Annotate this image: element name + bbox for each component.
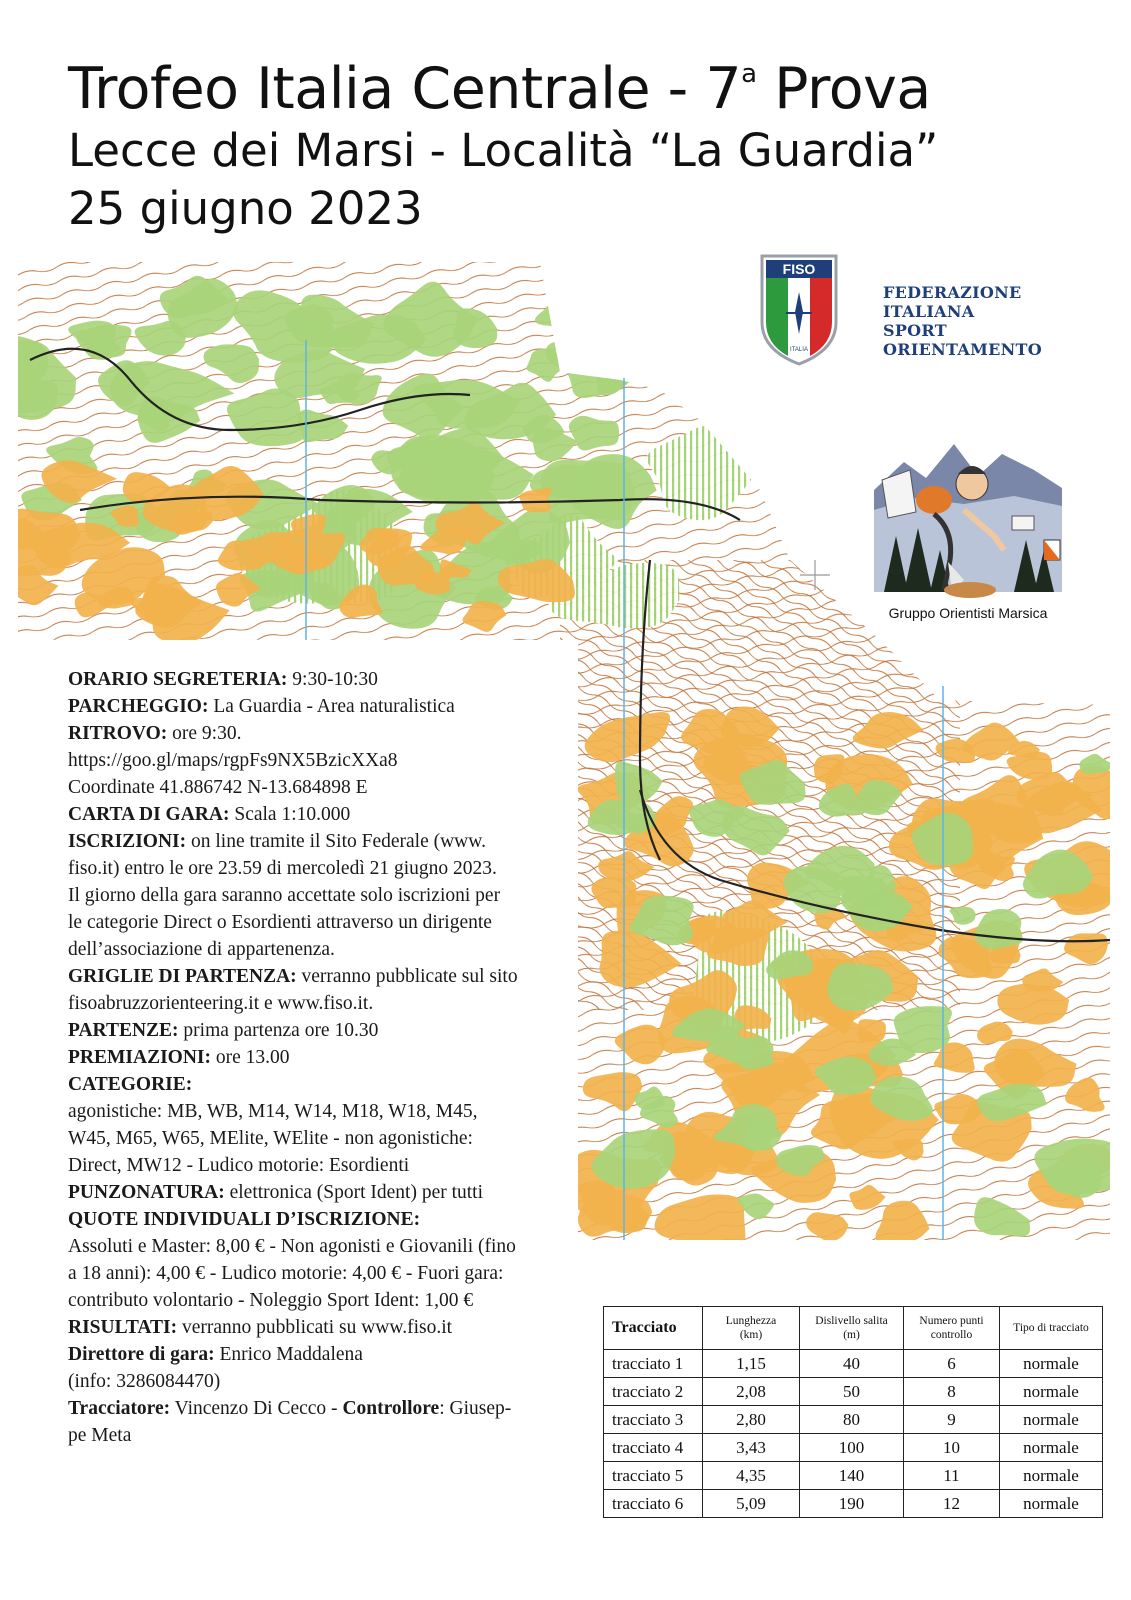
info-carta: CARTA DI GARA: Scala 1:10.000 bbox=[68, 804, 351, 825]
page-subtitle: Lecce dei Marsi - Località “La Guardia” bbox=[68, 124, 939, 177]
courses-table-wrap bbox=[603, 1306, 1103, 1518]
table-cell: 11 bbox=[904, 1462, 1000, 1490]
quote-line: contributo volontario - Noleggio Sport Ident: 1,00 € bbox=[68, 1290, 474, 1311]
table-row bbox=[604, 1350, 1103, 1378]
info-parcheggio: PARCHEGGIO: La Guardia - Area naturalistica bbox=[68, 696, 455, 717]
table-cell: tracciato 3 bbox=[604, 1406, 703, 1434]
map-forest-area bbox=[541, 460, 635, 524]
table-cell: tracciato 1 bbox=[604, 1350, 703, 1378]
title-block bbox=[68, 56, 938, 238]
column-header: Numero punti controllo bbox=[904, 1307, 1000, 1350]
club-logo bbox=[874, 440, 1062, 602]
table-cell: normale bbox=[1000, 1434, 1103, 1462]
quote-line: Assoluti e Master: 8,00 € - Non agonisti e Giovanili (fino bbox=[68, 1236, 516, 1257]
table-cell: 8 bbox=[904, 1378, 1000, 1406]
info-iscrizioni: ISCRIZIONI: on line tramite il Sito Federale (www. bbox=[68, 831, 486, 852]
table-cell: 4,35 bbox=[703, 1462, 800, 1490]
direttore-contact: (info: 3286084470) bbox=[68, 1371, 221, 1392]
info-partenze: PARTENZE: prima partenza ore 10.30 bbox=[68, 1020, 379, 1041]
iscrizioni-line: Il giorno della gara saranno accettate solo iscrizioni per bbox=[68, 885, 501, 906]
map-forest-area bbox=[535, 283, 641, 331]
table-cell: 1,15 bbox=[703, 1350, 800, 1378]
table-cell: 100 bbox=[800, 1434, 904, 1462]
page-title: Trofeo Italia Centrale - 7$^a$ Prova bbox=[68, 56, 931, 122]
table-cell: 80 bbox=[800, 1406, 904, 1434]
table-row bbox=[604, 1406, 1103, 1434]
table-cell: 9 bbox=[904, 1406, 1000, 1434]
categorie-line: Direct, MW12 - Ludico motorie: Esordienti bbox=[68, 1155, 410, 1176]
table-row bbox=[604, 1490, 1103, 1518]
fiso-name: FEDERAZIONE ITALIANA SPORT ORIENTAMENTO bbox=[883, 283, 1042, 359]
table-cell: 10 bbox=[904, 1434, 1000, 1462]
club-name: Gruppo Orientisti Marsica bbox=[888, 605, 1048, 621]
table-cell: 6 bbox=[904, 1350, 1000, 1378]
table-row bbox=[604, 1434, 1103, 1462]
courses-table bbox=[603, 1306, 1103, 1518]
info-tracciatore: Tracciatore: Vincenzo Di Cecco - Controllore: Giusep- bbox=[68, 1398, 512, 1419]
table-cell: normale bbox=[1000, 1350, 1103, 1378]
info-risultati: RISULTATI: verranno pubblicati su www.fiso.it bbox=[68, 1317, 453, 1338]
column-header: Tipo di tracciato bbox=[1000, 1307, 1103, 1350]
table-cell: 12 bbox=[904, 1490, 1000, 1518]
table-cell: 2,08 bbox=[703, 1378, 800, 1406]
column-header: Dislivello salita (m) bbox=[800, 1307, 904, 1350]
info-quote: QUOTE INDIVIDUALI D’ISCRIZIONE: bbox=[68, 1209, 421, 1230]
svg-text:FISO: FISO bbox=[782, 261, 816, 277]
table-cell: 50 bbox=[800, 1378, 904, 1406]
table-cell: 40 bbox=[800, 1350, 904, 1378]
iscrizioni-line: dell’associazione di appartenenza. bbox=[68, 939, 335, 960]
table-cell: 140 bbox=[800, 1462, 904, 1490]
info-direttore: Direttore di gara: Enrico Maddalena bbox=[68, 1344, 363, 1365]
info-griglie: GRIGLIE DI PARTENZA: verranno pubblicate sul sito bbox=[68, 966, 518, 987]
table-cell: normale bbox=[1000, 1462, 1103, 1490]
column-header: Lunghezza (km) bbox=[703, 1307, 800, 1350]
map-forest-area bbox=[603, 293, 633, 317]
table-cell: 3,43 bbox=[703, 1434, 800, 1462]
table-cell: tracciato 6 bbox=[604, 1490, 703, 1518]
table-row bbox=[604, 1462, 1103, 1490]
iscrizioni-line: fiso.it) entro le ore 23.59 di mercoledì 21 giugno 2023. bbox=[68, 858, 497, 879]
table-cell: normale bbox=[1000, 1406, 1103, 1434]
table-cell: 5,09 bbox=[703, 1490, 800, 1518]
table-row bbox=[604, 1378, 1103, 1406]
quote-line: a 18 anni): 4,00 € - Ludico motorie: 4,00 € - Fuori gara: bbox=[68, 1263, 504, 1284]
column-header: Tracciato bbox=[604, 1307, 703, 1350]
svg-text:ITALIA: ITALIA bbox=[790, 347, 808, 353]
categorie-line: W45, M65, W65, MElite, WElite - non agonistiche: bbox=[68, 1128, 473, 1149]
event-info bbox=[68, 666, 568, 1449]
info-orario: ORARIO SEGRETERIA: 9:30-10:30 bbox=[68, 669, 378, 690]
info-coordinate: Coordinate 41.886742 N-13.684898 E bbox=[68, 777, 368, 798]
info-punzonatura: PUNZONATURA: elettronica (Sport Ident) per tutti bbox=[68, 1182, 484, 1203]
info-categorie: CATEGORIE: bbox=[68, 1074, 193, 1095]
table-header-row bbox=[604, 1307, 1103, 1350]
iscrizioni-line: le categorie Direct o Esordienti attraverso un dirigente bbox=[68, 912, 492, 933]
info-ritrovo: RITROVO: ore 9:30. bbox=[68, 723, 242, 744]
table-cell: normale bbox=[1000, 1378, 1103, 1406]
griglie-line: fisoabruzzorienteering.it e www.fiso.it. bbox=[68, 993, 374, 1014]
categorie-line: agonistiche: MB, WB, M14, W14, M18, W18, M45, bbox=[68, 1101, 478, 1122]
table-cell: 190 bbox=[800, 1490, 904, 1518]
table-cell: 2,80 bbox=[703, 1406, 800, 1434]
info-premiazioni: PREMIAZIONI: ore 13.00 bbox=[68, 1047, 290, 1068]
table-cell: tracciato 4 bbox=[604, 1434, 703, 1462]
ritrovo-map-link: https://goo.gl/maps/rgpFs9NX5BzicXXa8 bbox=[68, 750, 398, 771]
event-date: 25 giugno 2023 bbox=[68, 182, 423, 235]
table-cell: normale bbox=[1000, 1490, 1103, 1518]
table-cell: tracciato 2 bbox=[604, 1378, 703, 1406]
controllore-line: pe Meta bbox=[68, 1425, 132, 1446]
table-cell: tracciato 5 bbox=[604, 1462, 703, 1490]
fiso-logo bbox=[758, 252, 840, 368]
